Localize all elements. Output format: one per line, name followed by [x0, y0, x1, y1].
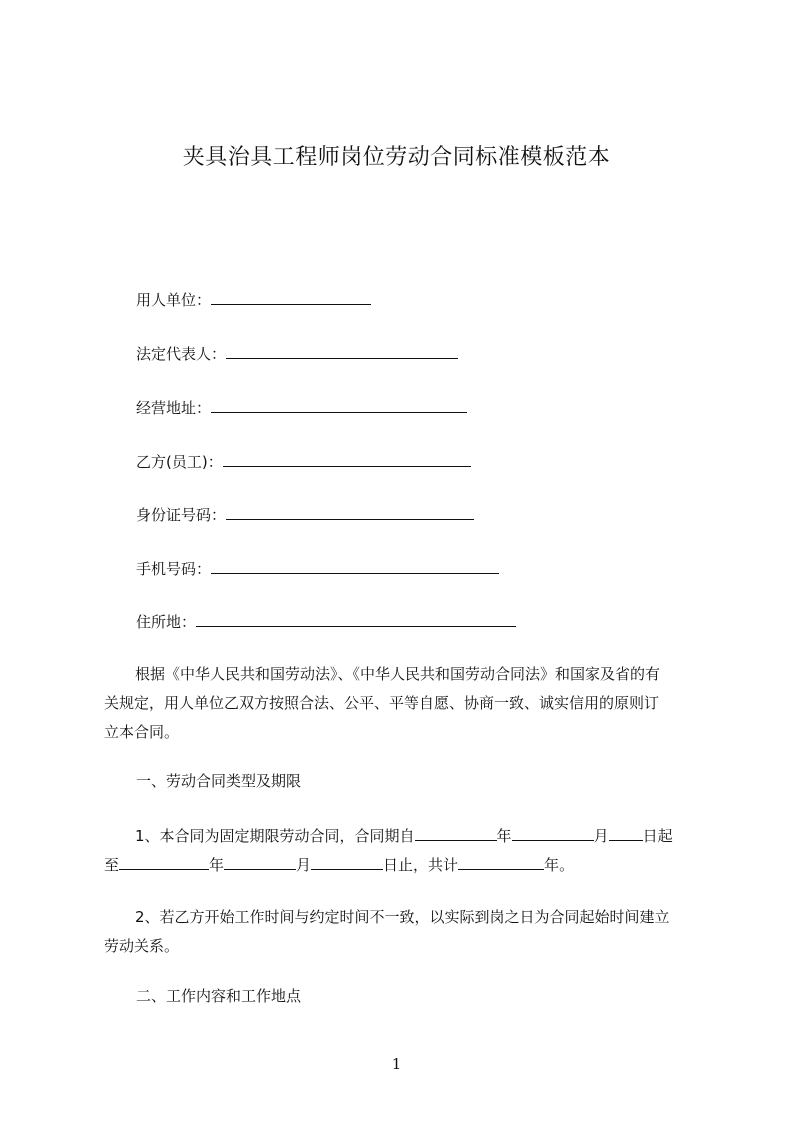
- field-id-number: [136, 505, 474, 525]
- clause-text: 日止，共计: [383, 856, 459, 874]
- field-label: 用人单位：: [136, 291, 212, 309]
- blank-line: [609, 826, 643, 841]
- blank-line: [415, 826, 497, 841]
- paragraph-line: 根据《中华人民共和国劳动法》、《中华人民共和国劳动合同法》和国家及省的有: [120, 665, 661, 683]
- clause-2: [120, 903, 712, 932]
- fill-line: [211, 559, 499, 574]
- field-employer: [136, 290, 371, 310]
- clause-text: 1、本合同为固定期限劳动合同，合同期自: [120, 827, 415, 845]
- intro-paragraph: [120, 660, 712, 689]
- field-mobile: [136, 559, 499, 579]
- clause-text: 月: [593, 827, 609, 845]
- blank-line: [224, 855, 296, 870]
- section-heading-2: 二、工作内容和工作地点: [136, 987, 302, 1005]
- field-employee: [136, 452, 471, 472]
- clause-2-cont: [104, 932, 696, 961]
- field-business-address: [136, 398, 467, 418]
- page-number: 1: [391, 1055, 402, 1073]
- clause-text: 年。: [544, 856, 575, 874]
- blank-line: [458, 855, 544, 870]
- field-label: 身份证号码：: [136, 506, 227, 524]
- blank-line: [119, 855, 209, 870]
- blank-line: [311, 855, 383, 870]
- fill-line: [196, 612, 516, 627]
- field-label: 手机号码：: [136, 560, 212, 578]
- clause-text: 至: [104, 856, 120, 874]
- document-title: 夹具治具工程师岗位劳动合同标准模板范本: [182, 145, 611, 170]
- paragraph-line: 关规定，用人单位乙双方按照合法、公平、平等自愿、协商一致、诚实信用的原则订: [104, 694, 660, 712]
- field-label: 乙方(员工)：: [136, 453, 223, 471]
- clause-text: 年: [209, 856, 225, 874]
- intro-paragraph-cont: [104, 689, 696, 747]
- fill-line: [226, 344, 458, 359]
- fill-line: [211, 398, 467, 413]
- clause-text: 年: [496, 827, 512, 845]
- clause-text: 日起: [642, 827, 673, 845]
- paragraph-line: 立本合同。: [104, 723, 180, 741]
- field-label: 住所地：: [136, 613, 197, 631]
- section-heading-1: 一、劳动合同类型及期限: [136, 772, 302, 790]
- field-residence: [136, 612, 516, 632]
- clause-1: [120, 822, 712, 851]
- clause-text: 月: [296, 856, 312, 874]
- paragraph-line: 劳动关系。: [104, 937, 180, 955]
- paragraph-line: 2、若乙方开始工作时间与约定时间不一致，以实际到岗之日为合同起始时间建立: [120, 908, 670, 926]
- fill-line: [211, 290, 371, 305]
- fill-line: [226, 505, 474, 520]
- clause-1-cont: [104, 851, 696, 880]
- blank-line: [512, 826, 594, 841]
- field-label: 法定代表人：: [136, 345, 227, 363]
- field-legal-representative: [136, 344, 458, 364]
- fill-line: [223, 452, 471, 467]
- field-label: 经营地址：: [136, 399, 212, 417]
